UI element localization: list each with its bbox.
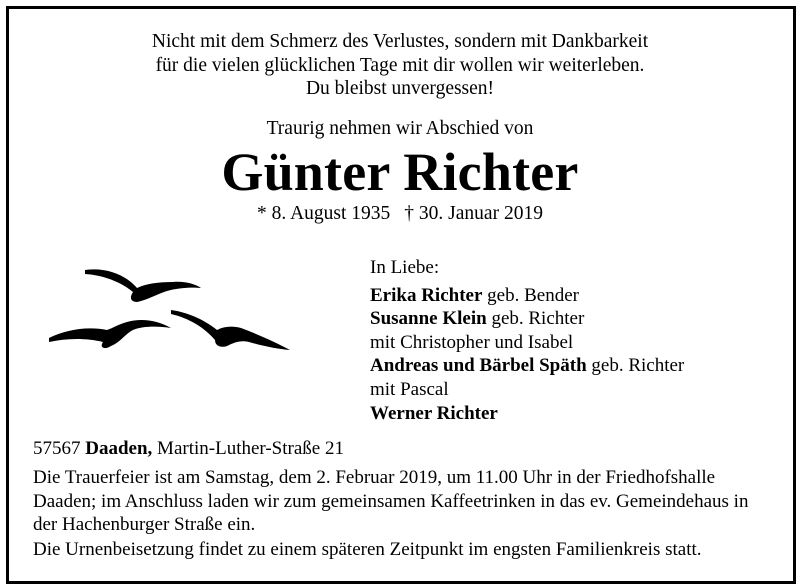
member-suffix: geb. Richter: [486, 308, 585, 330]
address-street: Martin-Luther-Straße 21: [152, 438, 344, 459]
member-suffix: geb. Bender: [482, 284, 579, 306]
deceased-name: Günter Richter: [221, 142, 579, 202]
birth-date: * 8. August 1935: [257, 203, 391, 224]
address-zip: 57567: [33, 438, 86, 459]
bird-top: [85, 269, 201, 302]
quote-line-2: für die vielen glücklichen Tage mit dir wollen wir weiterleben.: [155, 54, 645, 76]
member-name: Werner Richter: [370, 402, 498, 424]
member-name: Susanne Klein: [370, 308, 487, 330]
death-date: † 30. Januar 2019: [404, 203, 543, 224]
burial-text: Die Urnenbeisetzung findet zu einem späteren Zeitpunkt im engsten Familienkreis statt.: [33, 539, 702, 560]
family-member: [370, 307, 684, 331]
family-member: [370, 378, 684, 402]
birds-illustration: [45, 262, 295, 362]
member-suffix: mit Pascal: [370, 378, 449, 400]
quote-line-1: Nicht mit dem Schmerz des Verlustes, sondern mit Dankbarkeit: [151, 31, 649, 52]
member-name: Andreas und Bärbel Späth: [370, 355, 587, 377]
life-dates: [0, 202, 800, 225]
address-city: Daaden,: [85, 438, 153, 459]
family-member: [370, 402, 684, 426]
bird-right: [171, 310, 290, 350]
quote: [0, 30, 800, 101]
member-name: Erika Richter: [370, 284, 483, 306]
address: [33, 437, 344, 460]
family-member: [370, 284, 684, 308]
member-suffix: geb. Richter: [586, 355, 685, 377]
family-list: [370, 256, 684, 425]
ceremony-text: Die Trauerfeier ist am Samstag, dem 2. Februar 2019, um 11.00 Uhr in der Friedhofshalle Daaden; im Anschluss laden wir zum gemeinsamen Kaffeetrinken in das ev. Gemeindehaus in der Hachenburger Straße ein.: [33, 467, 749, 536]
farewell-intro: Traurig nehmen wir Abschied von: [266, 118, 534, 139]
member-suffix: mit Christopher und Isabel: [370, 331, 574, 353]
family-label: In Liebe:: [370, 257, 440, 278]
family-member: [370, 354, 684, 378]
family-member: [370, 331, 684, 355]
bird-left: [49, 320, 171, 348]
quote-line-3: Du bleibst unvergessen!: [305, 78, 495, 99]
